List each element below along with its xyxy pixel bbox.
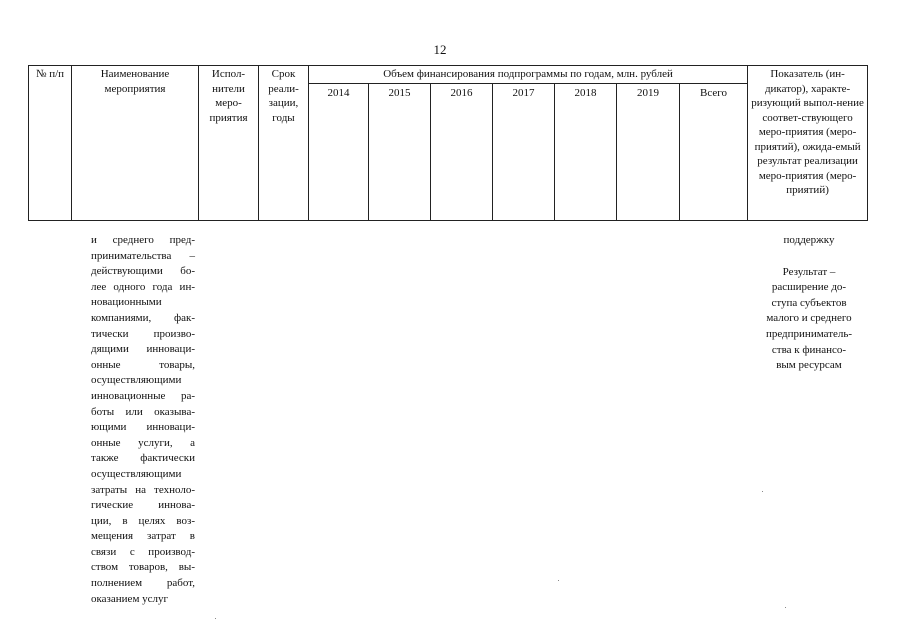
header-year: 2016 [431,83,493,220]
scan-speck [215,618,216,619]
program-table [28,65,868,221]
name-line: новационными [91,296,162,309]
name-line: гические иннова- [91,499,195,512]
header-num: № п/п [29,66,72,221]
name-line: действующими бо- [91,265,195,278]
name-line: дящими инноваци- [91,343,195,356]
name-line: также фактически [91,452,195,465]
name-line: оказанием услуг [91,592,169,605]
name-line: осуществляющими [91,467,182,480]
scan-speck [558,580,559,581]
result-line: ступа субъектов [771,296,847,309]
name-line: боты или оказыва- [91,405,195,418]
name-line: осуществляющими [91,374,182,387]
name-line: тически произво- [91,327,195,340]
header-term: Срок реали-зации, годы [259,66,309,221]
result-line: вым ресурсам [776,359,842,372]
result-line: предприниматель- [765,327,853,340]
header-year: 2015 [369,83,431,220]
name-line: затраты на техноло- [91,483,195,496]
name-line: и среднего пред- [91,234,195,246]
name-line: ством товаров, вы- [91,561,195,574]
name-line: онные услуги, а [91,436,195,449]
name-line: связи с производ- [91,545,195,558]
header-indicator: Показатель (ин-дикатор), характе-ризующий выпол-нение соответ-ствующего меро-приятия (меро-приятий), ожида-емый результат реализации меро-приятия (меро-приятий) [748,66,868,221]
header-total: Всего [680,83,748,220]
result-line: ства к финансо- [771,343,847,356]
name-line: ющими инноваци- [91,421,195,434]
result-line: расширение до- [771,281,847,294]
header-finance: Объем финансирования подпрограммы по годам, млн. рублей [309,66,748,84]
result-line: Результат – [782,265,836,278]
header-year: 2018 [555,83,617,220]
name-line: инновационные ра- [91,389,195,402]
indicator-first-line: поддержку [783,234,835,246]
name-line: принимательства – [91,249,195,262]
scan-speck [762,491,763,492]
result-line: малого и среднего [766,312,852,325]
indicator-result [748,265,870,374]
scan-speck [785,607,786,608]
activity-name-continuation [91,233,195,607]
header-name: Наименование мероприятия [72,66,199,221]
name-line: компаниями, фак- [91,311,195,324]
name-line: лее одного года ин- [91,280,195,293]
name-line: онные товары, [91,358,195,371]
indicator-continuation [748,233,870,374]
header-executors: Испол-нители меро-приятия [199,66,259,221]
name-line: полнением работ, [91,577,195,590]
page-number: 12 [433,42,447,57]
name-line: мещения затрат в [91,530,195,543]
header-year: 2019 [617,83,680,220]
name-line: ции, в целях воз- [91,514,195,527]
header-year: 2014 [309,83,369,220]
header-year: 2017 [493,83,555,220]
